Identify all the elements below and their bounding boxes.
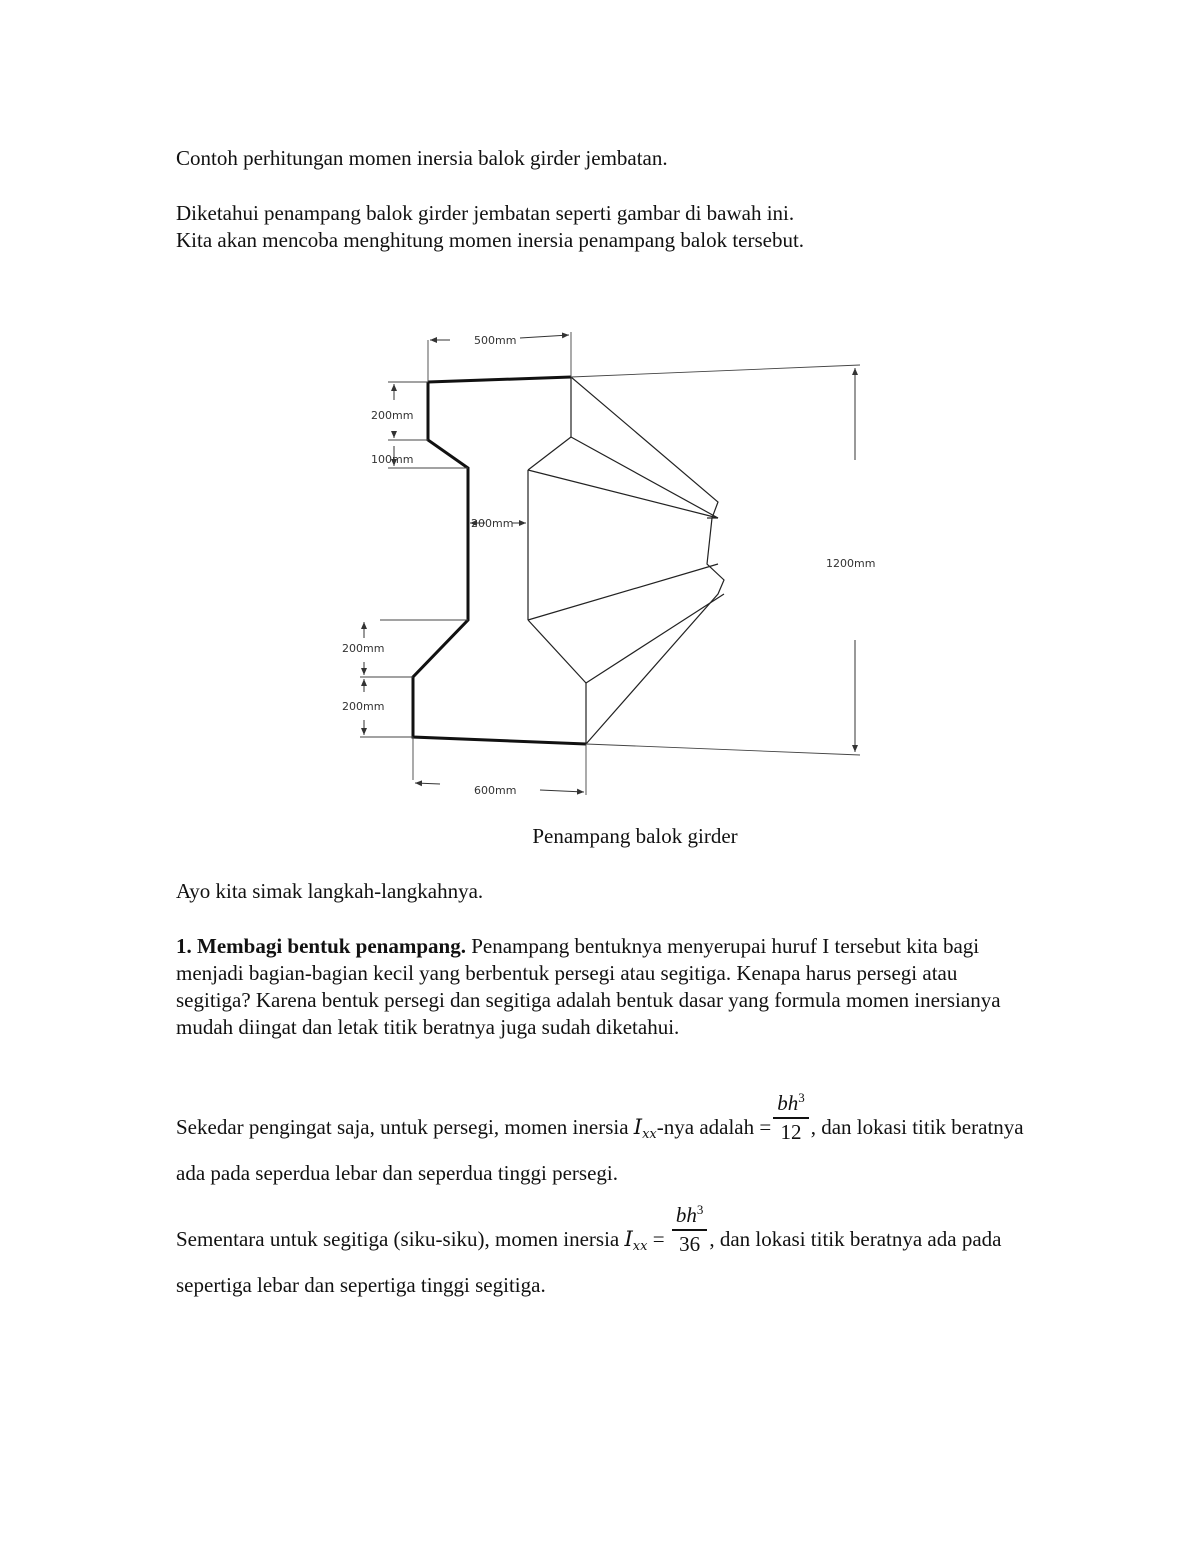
rect-symbol: $I_{xx}$ [633,1114,657,1142]
dim-web-label: 200mm [471,517,514,530]
dim-top-taper-label: 100mm [371,453,414,466]
front-face-outline [413,377,586,744]
dim-bottom-flange-label: 200mm [342,700,385,713]
rect-equals: = [759,1114,772,1139]
rect-text-mid: -nya adalah [656,1114,760,1139]
step1-paragraph [176,933,1036,1041]
tri-symbol: $I_{xx}$ [624,1226,648,1254]
steps-intro: Ayo kita simak langkah-langkahnya. [176,879,484,903]
extension-lines [360,332,860,795]
dimension-arrows [364,335,855,792]
tri-equals: = [652,1226,665,1251]
step1-heading: 1. Membagi bentuk penampang. [176,934,466,958]
figure-caption: Penampang balok girder [532,824,738,848]
rect-text-post: , dan lokasi titik beratnya ada pada seperdua lebar dan seperdua tinggi persegi. [176,1114,1024,1185]
dim-height-label: 1200mm [826,557,876,570]
rect-fraction: $\frac{bh^3}{12}$ [773,1084,809,1146]
tri-text-post: , dan lokasi titik beratnya ada pada sepertiga lebar dan sepertiga tinggi segitiga. [176,1226,1002,1297]
tri-fraction: $\frac{bh^3}{36}$ [672,1196,708,1258]
dim-top-width-label: 500mm [474,334,517,347]
intro-line-1: Diketahui penampang balok girder jembatan seperti gambar di bawah ini. [176,201,795,225]
title-line: Contoh perhitungan momen inersia balok girder jembatan. [176,146,668,170]
dim-bottom-width-label: 600mm [474,784,517,797]
tri-text-pre: Sementara untuk segitiga (siku-siku), momen inersia [176,1226,625,1251]
rect-text-pre: Sekedar pengingat saja, untuk persegi, momen inersia [176,1114,634,1139]
intro-line-2: Kita akan mencoba menghitung momen inersia penampang balok tersebut. [176,228,805,252]
girder-cross-section-figure [340,320,900,810]
rect-formula-paragraph [176,1090,1036,1187]
tri-formula-paragraph [176,1202,1036,1299]
step1-text: Penampang bentuknya menyerupai huruf I tersebut kita bagi menjadi bagian-bagian kecil yang berbentuk persegi atau segitiga. Kenapa harus persegi atau segitiga? Karena bentuk persegi dan segitiga adalah bentuk dasar yang formula momen inersianya mudah diingat dan letak titik beratnya juga sudah diketahui. [176,934,1001,1039]
dim-bottom-taper-label: 200mm [342,642,385,655]
dim-top-flange-label: 200mm [371,409,414,422]
side-face-lines [528,377,724,744]
